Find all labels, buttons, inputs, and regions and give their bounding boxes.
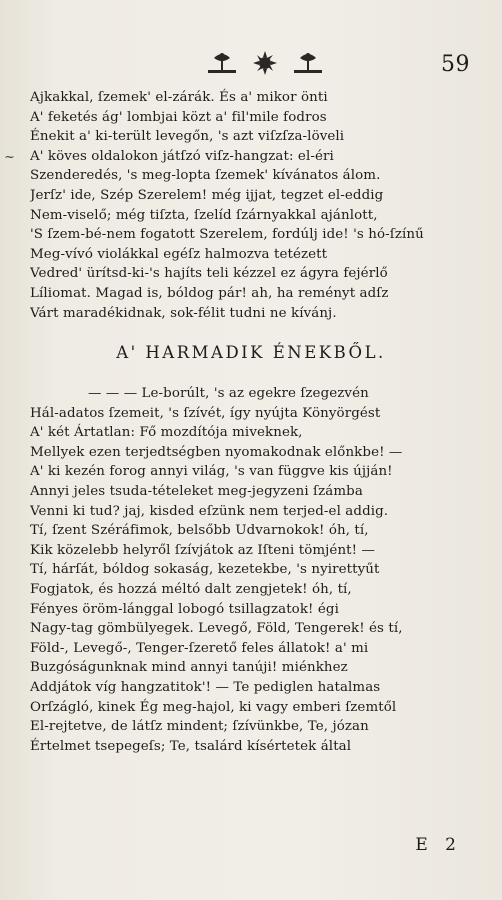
poem-line: A' köves oldalokon játſzó viſz-hangzat: el-éri [30, 148, 334, 164]
poem-line: Értelmet tsepegeſs; Te, tsalárd kísértetek által [30, 738, 352, 754]
poem-line: 'S ſzem-bé-nem fogatott Szerelem, fordúlj ide! 's hó-ſzínű [30, 227, 424, 243]
poem-line: Hál-adatos ſzemeit, 's ſzívét, így nyújta Könyörgést [30, 405, 381, 421]
poem-line: A' két Ártatlan: Fő mozdítója miveknek, [30, 425, 303, 441]
margin-pencil-mark: ~ [4, 150, 15, 165]
poem-line: Annyi jeles tsuda-tételeket meg-jegyzeni ſzámba [30, 483, 363, 499]
ornament-center-star [253, 51, 277, 75]
section-heading: A' HARMADIK ÉNEKBŐL. [116, 343, 386, 362]
poem-line: Jerſz' ide, Szép Szerelem! még ijjat, tegzet el-eddig [30, 187, 384, 203]
poem-line: Tí, ſzent Széráfimok, belsőbb Udvarnokok! óh, tí, [30, 523, 369, 539]
poem-line: Fogjatok, és hozzá méltó dalt zengjetek! óh, tí, [30, 581, 352, 597]
poem-line: Föld-, Levegő-, Tenger-ſzerető feles állatok! a' mi [30, 640, 369, 656]
page-number: 59 [441, 52, 470, 77]
ornament-left-fleuron [208, 53, 236, 73]
poem-line: Nem-viselő; még tiſzta, ſzelíd ſzárnyakkal ajánlott, [30, 207, 378, 223]
poem-line: Várt maradékidnak, sok-félit tudni ne kívánj. [30, 305, 337, 321]
poem-line: Ajkakkal, ſzemek' el-zárák. És a' mikor önti [30, 90, 328, 105]
poem-line: Líliomat. Magad is, bóldog pár! ah, ha reményt adſz [30, 285, 389, 301]
printer-ornament [200, 50, 330, 76]
poem-line: Addjátok víg hangzatitok'! — Te pediglen hatalmas [30, 679, 381, 695]
poem-line: Meg-vívó violákkal egéſz halmozva tetézett [30, 246, 328, 262]
ornament-right-fleuron [294, 53, 322, 73]
poem-line: Tí, hárſát, bóldog sokaság, kezetekbe, 's nyirettyűt [30, 562, 380, 578]
poem-line: Mellyek ezen terjedtségben nyomakodnak előnkbe! — [30, 444, 403, 460]
poem-line: Énekit a' ki-terült levegőn, 's azt viſzſza-löveli [30, 129, 345, 145]
poem-line: A' ki kezén forog annyi világ, 's van függve kis újján! [30, 464, 393, 480]
poem-line: A' feketés ág' lombjai közt a' fil'mile fodros [30, 109, 327, 125]
poem-line: Nagy-tag gömbülyegek. Levegő, Föld, Tengerek! és tí, [30, 621, 403, 637]
poem-stanza-bottom [30, 384, 470, 756]
poem-line: Orſzágló, kinek Ég meg-hajol, ki vagy emberi ſzemtől [30, 699, 397, 715]
poem-line: Vedred' ürítsd-ki-'s hajíts teli kézzel ez ágyra fejérlő [30, 266, 388, 282]
poem-line: Buzgóságunknak mind annyi tanúji! miénkhez [30, 660, 348, 676]
poem-stanza-top [30, 88, 470, 323]
poem-line: — — — Le-borúlt, 's az egekre ſzegezvén [88, 386, 369, 401]
poem-line: Kik közelebb helyről ſzívjátok az Iſteni tömjént! — [30, 542, 375, 558]
printer-signature-mark: E 2 [415, 835, 462, 855]
poem-line: Fényes öröm-lánggal lobogó tsillagzatok! égi [30, 601, 339, 617]
poem-line: Venni ki tud? jaj, kisded eſzünk nem terjed-el addig. [30, 503, 389, 519]
poem-line: El-rejtetve, de látſz mindent; ſzívünkbe, Te, józan [30, 719, 369, 735]
poem-line: Szenderedés, 's meg-lopta ſzemek' kívánatos álom. [30, 168, 381, 184]
